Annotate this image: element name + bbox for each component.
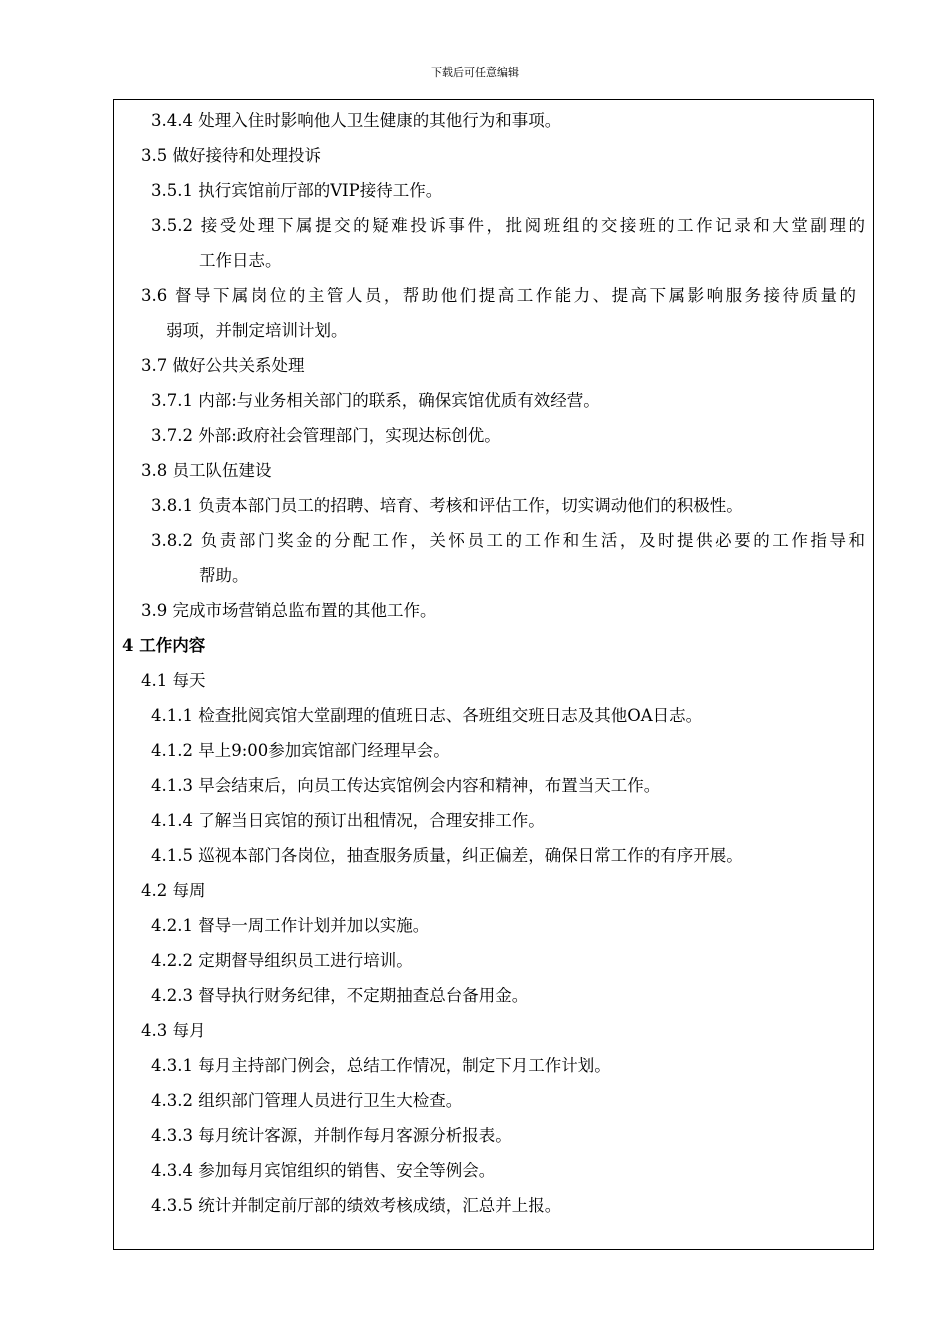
clause-3-5-1: 3.5.1 执行宾馆前厅部的VIP接待工作。 <box>151 181 443 200</box>
section-3-9: 3.9 完成市场营销总监布置的其他工作。 <box>141 601 437 620</box>
section-4-1-heading: 4.1 每天 <box>141 671 206 690</box>
clause-4-1-1: 4.1.1 检查批阅宾馆大堂副理的值班日志、各班组交班日志及其他OA日志。 <box>151 706 703 725</box>
clause-4-1-2: 4.1.2 早上9:00参加宾馆部门经理早会。 <box>151 741 450 760</box>
clause-4-1-3: 4.1.3 早会结束后，向员工传达宾馆例会内容和精神，布置当天工作。 <box>151 776 661 795</box>
clause-4-3-3: 4.3.3 每月统计客源，并制作每月客源分析报表。 <box>151 1126 512 1145</box>
section-3-8-heading: 3.8 员工队伍建设 <box>141 461 272 480</box>
clause-4-1-5: 4.1.5 巡视本部门各岗位，抽查服务质量，纠正偏差，确保日常工作的有序开展。 <box>151 846 743 865</box>
clause-4-2-2: 4.2.2 定期督导组织员工进行培训。 <box>151 951 413 970</box>
clause-3-7-1: 3.7.1 内部:与业务相关部门的联系，确保宾馆优质有效经营。 <box>151 391 600 410</box>
clause-4-2-3: 4.2.3 督导执行财务纪律，不定期抽查总台备用金。 <box>151 986 529 1005</box>
clause-3-7-2: 3.7.2 外部:政府社会管理部门，实现达标创优。 <box>151 426 501 445</box>
clause-3-5-2-continued: 工作日志。 <box>199 251 282 270</box>
clause-3-8-2-continued: 帮助。 <box>199 566 249 585</box>
section-3-6-continued: 弱项，并制定培训计划。 <box>166 321 348 340</box>
page-header-note: 下载后可任意编辑 <box>431 66 519 79</box>
clause-4-3-1: 4.3.1 每月主持部门例会，总结工作情况，制定下月工作计划。 <box>151 1056 611 1075</box>
section-3-7-heading: 3.7 做好公共关系处理 <box>141 356 305 375</box>
clause-4-2-1: 4.2.1 督导一周工作计划并加以实施。 <box>151 916 430 935</box>
clause-3-5-2: 3.5.2 接受处理下属提交的疑难投诉事件，批阅班组的交接班的工作记录和大堂副理的 <box>151 216 865 235</box>
clause-3-8-2: 3.8.2 负责部门奖金的分配工作，关怀员工的工作和生活，及时提供必要的工作指导和 <box>151 531 865 550</box>
clause-4-1-4: 4.1.4 了解当日宾馆的预订出租情况，合理安排工作。 <box>151 811 545 830</box>
clause-4-3-2: 4.3.2 组织部门管理人员进行卫生大检查。 <box>151 1091 463 1110</box>
section-3-6: 3.6 督导下属岗位的主管人员，帮助他们提高工作能力、提高下属影响服务接待质量的 <box>141 286 856 305</box>
document-body <box>0 103 950 1223</box>
clause-4-3-5: 4.3.5 统计并制定前厅部的绩效考核成绩，汇总并上报。 <box>151 1196 562 1215</box>
section-4-3-heading: 4.3 每月 <box>141 1021 206 1040</box>
clause-4-3-4: 4.3.4 参加每月宾馆组织的销售、安全等例会。 <box>151 1161 496 1180</box>
clause-3-4-4: 3.4.4 处理入住时影响他人卫生健康的其他行为和事项。 <box>151 111 562 130</box>
chapter-4-heading: 4 工作内容 <box>122 636 206 655</box>
clause-3-8-1: 3.8.1 负责本部门员工的招聘、培育、考核和评估工作，切实调动他们的积极性。 <box>151 496 743 515</box>
section-3-5-heading: 3.5 做好接待和处理投诉 <box>141 146 321 165</box>
section-4-2-heading: 4.2 每周 <box>141 881 206 900</box>
